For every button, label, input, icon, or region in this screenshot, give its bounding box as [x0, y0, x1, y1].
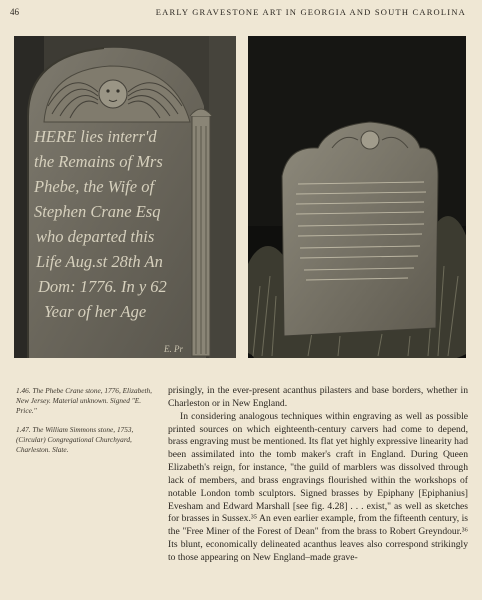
inscription-line-4: Stephen Crane Esq: [34, 202, 161, 221]
figure-phebe-crane-stone: [14, 36, 236, 358]
page-header: [10, 4, 466, 20]
inscription-line-8: Year of her Age: [44, 302, 147, 321]
caption-fig-1-47: 1.47. The William Simmons stone, 1753, (Circular) Congregational Churchyard, Charleston. Slate.: [16, 425, 134, 455]
inscription-line-1: HERE lies interr'd: [34, 127, 157, 146]
phebe-crane-stone-illustration: [14, 36, 236, 358]
inscription-line-7: Dom: 1776. In y 62: [38, 277, 167, 296]
carver-signature: E. Pr: [164, 344, 183, 354]
page-number: 46: [10, 7, 19, 17]
paragraph-2: In considering analogous techniques within engraving as well as possible printed sources on which eighteenth-century carvers had come to depend, brass engraving must be mentioned. Its flat yet highly expressive linearity had been assimilated into the tomb maker's craft in England. During Queen Elizabeth's reign, for instance, "the guild of marblers was dissolved through lack of members, and brass engravings flourished within the workshops of notable London tomb sculptors. Signed brasses by Epiphany [Epiphanius] Evesham and Edward Marshall [see fig. 4.28] . . . exist," as well as sketches for brasses in Sussex.³⁵ An even earlier example, from the fifteenth century, is the "Free Miner of the Forest of Dean" from the brass to Robert Greyndour.³⁶ Its blunt, economically delineated acanthus leaves also correspond strikingly to those appearing on New England–made grave-: [168, 410, 468, 563]
caption-fig-1-46: 1.46. The Phebe Crane stone, 1776, Elizabeth, New Jersey. Material unknown. Signed "E. Price.": [16, 386, 152, 416]
inscription-line-3: Phebe, the Wife of: [34, 177, 155, 196]
william-simmons-stone-illustration: [248, 36, 466, 358]
running-head: EARLY GRAVESTONE ART IN GEORGIA AND SOUTH CAROLINA: [155, 7, 466, 17]
body-text: [168, 385, 468, 565]
inscription-line-6: Life Aug.st 28th An: [36, 252, 163, 271]
paragraph-1: prisingly, in the ever-present acanthus pilasters and base borders, whether in Charleston or in New England.: [168, 385, 468, 409]
figure-william-simmons-stone: [248, 36, 466, 358]
inscription-line-5: who departed this: [36, 227, 155, 246]
inscription-line-2: the Remains of Mrs: [34, 152, 163, 171]
figure-captions: [16, 386, 156, 464]
